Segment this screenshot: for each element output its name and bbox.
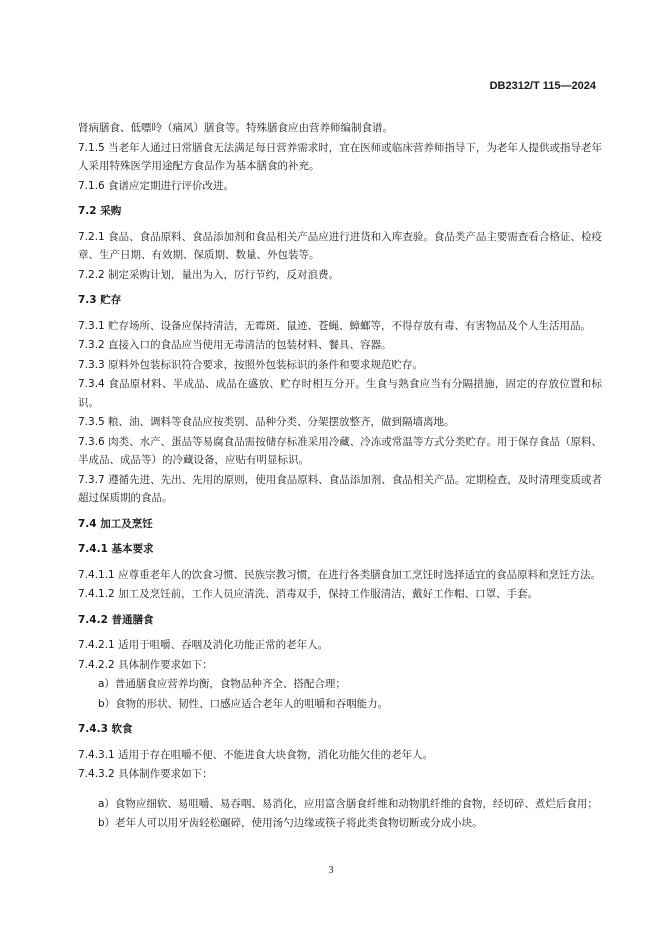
- section-heading: 7.4.1 基本要求: [78, 543, 154, 555]
- paragraph: 7.3.3 原料外包装标识符合要求，按照外包装标识的条件和要求规范贮存。: [78, 358, 424, 371]
- paragraph: 7.2.2 制定采购计划，量出为入，厉行节约，反对浪费。: [78, 268, 340, 281]
- section-heading: 7.4 加工及烹饪: [78, 517, 153, 530]
- paragraph: 7.4.1.1 应尊重老年人的饮食习惯、民族宗教习惯，在进行各类膳食加工烹饪时选择适宜的食品原料和烹饪方法。: [78, 568, 602, 581]
- list-item: a）普通膳食应营养均衡，食物品种齐全、搭配合理；: [98, 678, 346, 690]
- list-item: a）食物应细软、易咀嚼、易吞咽、易消化，应用富含膳食纤维和动物肌纤维的食物，经切碎、煮烂后食用；: [98, 797, 598, 810]
- paragraph: 7.4.1.2 加工及烹饪前，工作人员应清洗、消毒双手，保持工作服清洁，戴好工作帽、口罩、手套。: [78, 588, 539, 600]
- spacer: [78, 785, 602, 795]
- paragraph: 7.4.3.1 适用于存在咀嚼不便、不能进食大块食物，消化功能欠佳的老年人。: [78, 748, 434, 761]
- paragraph: 7.3.1 贮存场所、设备应保持清洁，无霉斑、鼠迹、苍蝇、蟑螂等，不得存放有毒、有害物品及个人生活用品。: [78, 319, 592, 332]
- paragraph: 7.3.5 粮、油、调料等食品应按类别、品种分类、分架摆放整齐，做到隔墙离地。: [78, 416, 455, 428]
- paragraph: 7.1.5 当老年人通过日常膳食无法满足每日营养需求时，宜在医师或临床营养师指导下，为老年人提供或指导老年人采用特殊医学用途配方食品作为基本膳食的补充。: [78, 141, 602, 172]
- paragraph: 肾病膳食、低嘌呤（痛风）膳食等。特殊膳食应由营养师编制食谱。: [78, 122, 393, 134]
- section-heading: 7.4.2 普通膳食: [78, 613, 154, 626]
- paragraph: 7.3.6 肉类、水产、蛋品等易腐食品需按储存标准采用冷藏、冷冻或常温等方式分类贮存。用于保存食品（原料、半成品、成品等）的冷藏设备，应贴有明显标识。: [78, 435, 602, 466]
- paragraph: 7.4.3.2 具体制作要求如下：: [78, 768, 213, 780]
- section-heading: 7.3 贮存: [78, 294, 122, 306]
- paragraph: 7.3.4 食品原材料、半成品、成品在盛放、贮存时相互分开。生食与熟食应当有分隔措施，固定的存放位置和标识。: [78, 378, 602, 409]
- list-item: b）老年人可以用牙齿轻松碾碎，使用汤勺边缘或筷子将此类食物切断或分成小块。: [98, 817, 483, 829]
- list-item: b）食物的形状、韧性、口感应适合老年人的咀嚼和吞咽能力。: [98, 697, 389, 710]
- document-body: [78, 119, 602, 834]
- page-number: 3: [328, 865, 334, 876]
- paragraph: 7.4.2.2 具体制作要求如下：: [78, 658, 213, 671]
- paragraph: 7.4.2.1 适用于咀嚼、吞咽及消化功能正常的老年人。: [78, 639, 329, 651]
- section-heading: 7.2 采购: [78, 205, 122, 217]
- section-heading: 7.4.3 软食: [78, 723, 133, 735]
- paragraph: 7.3.2 直接入口的食品应当使用无毒清洁的包装材料、餐具、容器。: [78, 339, 392, 351]
- paragraph: 7.1.6 食谱应定期进行评价改进。: [78, 179, 235, 192]
- document-id: DB2312/T 115—2024: [489, 80, 596, 92]
- paragraph: 7.2.1 食品、食品原料、食品添加剂和食品相关产品应进行进货和入库查验。食品类产品主要需查看合格证、检疫章、生产日期、有效期、保质期、数量、外包装等。: [78, 230, 602, 261]
- paragraph: 7.3.7 遵循先进、先出、先用的原则，使用食品原料、食品添加剂、食品相关产品。定期检查，及时清理变质或者超过保质期的食品。: [78, 473, 602, 504]
